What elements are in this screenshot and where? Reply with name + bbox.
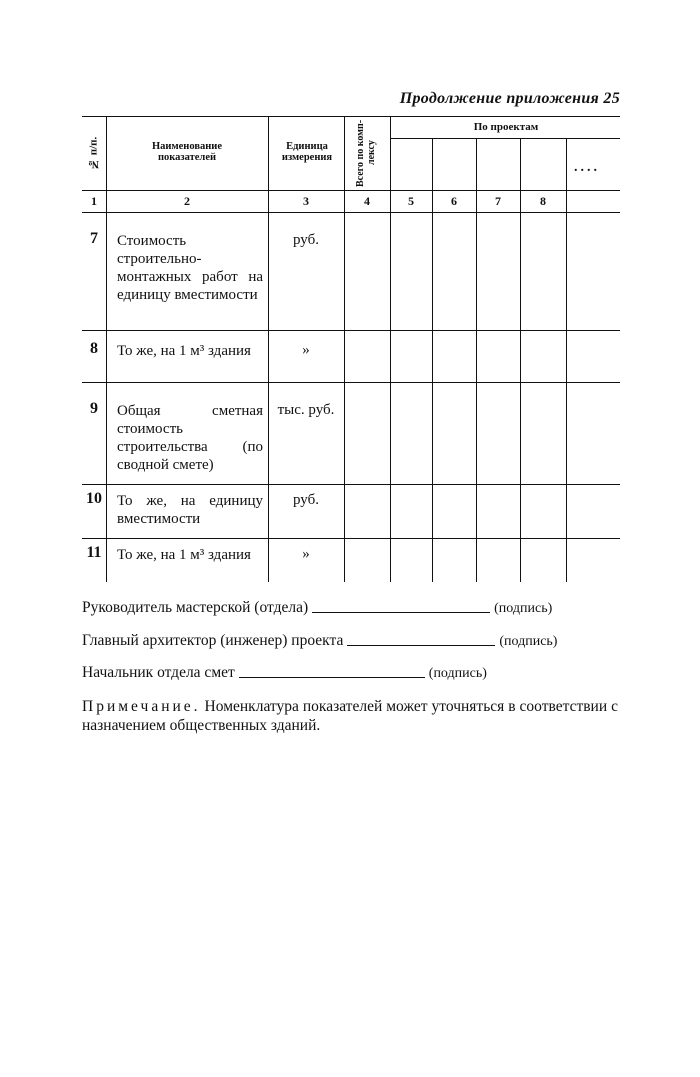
signature-caption: (подпись)	[428, 666, 487, 681]
row-num-8: 8	[90, 340, 98, 357]
signature-blank	[239, 676, 425, 678]
col-separator-4	[390, 116, 391, 582]
row-name-11-text: То же, на 1 м³ здания	[117, 547, 251, 563]
col-separator-1	[106, 116, 107, 582]
row-separator-8	[82, 382, 620, 383]
signature-label: Главный архитектор (инженер) проекта	[82, 632, 344, 649]
projects-subheader-rule	[390, 138, 620, 139]
col-number-5: 5	[408, 194, 414, 208]
row-num-7: 7	[90, 230, 98, 247]
col-header-unit: Единица измерения	[281, 141, 333, 163]
numbers-bottom-rule	[82, 212, 620, 213]
signature-line-workshop-head	[82, 599, 552, 617]
col-number-7: 7	[495, 194, 501, 208]
row-num-9: 9	[90, 400, 98, 417]
col-number-2: 2	[184, 194, 190, 208]
signature-caption: (подпись)	[494, 601, 553, 616]
signature-blank	[347, 644, 495, 646]
col-header-name: Наименование показателей	[152, 141, 222, 163]
row-separator-10	[82, 538, 620, 539]
col-header-projects: По проектам	[473, 120, 539, 133]
row-unit-9: тыс. руб.	[277, 402, 335, 418]
signature-label: Руководитель мастерской (отдела)	[82, 599, 309, 616]
row-name-10-text: То же, на единицу вместимости	[117, 493, 263, 527]
col-number-8: 8	[540, 194, 546, 208]
row-name-7-text: Стоимость строительно-монтажных работ на единицу вместимости	[117, 233, 263, 303]
table-top-rule	[82, 116, 620, 117]
row-num-10: 10	[86, 490, 102, 507]
row-unit-10: руб.	[293, 492, 319, 508]
note-prefix: Примечание.	[82, 698, 201, 715]
row-separator-7	[82, 330, 620, 331]
row-name-8-text: То же, на 1 м³ здания	[117, 343, 251, 359]
signature-label: Начальник отдела смет	[82, 664, 235, 681]
col-number-6: 6	[451, 194, 457, 208]
row-name-7	[117, 232, 263, 304]
col-number-1: 1	[91, 194, 97, 208]
signature-blank	[312, 611, 490, 613]
signature-line-estimates-head	[82, 664, 487, 682]
row-separator-9	[82, 484, 620, 485]
col-separator-8	[566, 138, 567, 582]
signature-line-chief-architect	[82, 632, 557, 650]
col-number-3: 3	[303, 194, 309, 208]
row-num-11: 11	[86, 544, 102, 561]
col-number-4: 4	[364, 194, 370, 208]
row-unit-8: »	[302, 342, 310, 358]
note-text: Номенклатура показателей может уточняться в соответствии с назначением общественных зданий.	[82, 698, 618, 734]
note-paragraph	[82, 697, 618, 735]
signature-caption: (подпись)	[499, 634, 558, 649]
row-unit-11: »	[302, 546, 310, 562]
row-name-11	[117, 546, 263, 564]
page-header: Продолжение приложения 25	[399, 90, 620, 107]
row-name-9-text: Общая сметная стоимость строительства (по сводной смете)	[117, 403, 263, 473]
col-header-num: № п/п.	[87, 136, 100, 170]
row-name-9	[117, 402, 263, 474]
row-name-10	[117, 492, 263, 528]
row-name-8	[117, 342, 263, 360]
col-header-ellipsis: ....	[574, 160, 600, 175]
row-unit-7: руб.	[293, 232, 319, 248]
col-header-total: Всего по комп-лексу	[355, 119, 377, 187]
header-bottom-rule	[82, 190, 620, 191]
col-separator-3	[344, 116, 345, 582]
